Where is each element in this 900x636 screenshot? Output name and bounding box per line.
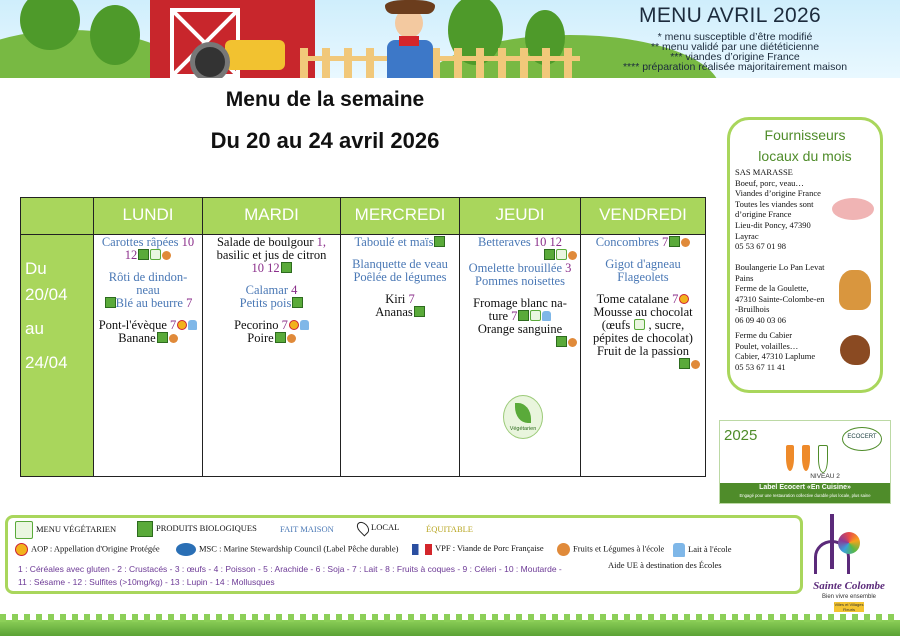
bio-icon xyxy=(138,249,149,260)
vegetarian-icon xyxy=(15,521,33,539)
logo-tagline: Bien vivre ensemble xyxy=(821,594,877,600)
jeudi-dessert: Orange sanguine xyxy=(477,322,563,336)
lundi-fromage-allergens: 7 xyxy=(170,318,177,332)
bio-icon xyxy=(434,236,445,247)
vendredi-entree: Concombres xyxy=(595,235,659,249)
menu-cell-mercredi xyxy=(342,236,458,319)
supplier-line: Boulangerie Lo Pan Levat xyxy=(735,262,825,272)
day-header-mercredi: MERCREDI xyxy=(354,205,446,224)
mardi-entree-allergen: 1, xyxy=(316,235,326,249)
mardi-entree-allergens: 10 12 xyxy=(251,261,280,275)
supplier-line: Lieu-dit Poncy, 47390 xyxy=(735,219,811,230)
bio-icon xyxy=(679,358,690,369)
lundi-entree: Carottes râpées xyxy=(101,235,179,249)
bio-icon xyxy=(157,332,168,343)
lundi-entree-allergens-2: 12 xyxy=(124,248,138,262)
tractor-wheel xyxy=(190,42,230,78)
supplier-line: d’origine France xyxy=(735,209,792,220)
supplier-line: SAS MARASSE xyxy=(735,167,793,177)
bio-icon xyxy=(518,310,529,321)
logo-name: Sainte Colombe xyxy=(813,580,885,592)
ecocert-level: NIVEAU 2 xyxy=(810,473,840,480)
mardi-accompagnement: Petits pois xyxy=(239,296,292,310)
lundi-entree-allergens: 10 xyxy=(181,235,195,249)
supplier-line: 47310 Sainte-Colombe-en xyxy=(735,293,825,304)
legend-vpf xyxy=(412,543,544,555)
week-side-label xyxy=(21,235,94,476)
mardi-plat-allergen: 4 xyxy=(291,283,298,297)
legend-fait-maison: FAIT MAISON xyxy=(280,524,334,534)
supplier-line: 05 53 67 11 41 xyxy=(735,361,786,372)
vendredi-fromage: Tome catalane xyxy=(596,292,669,306)
vegetarian-leaf-icon xyxy=(503,395,543,439)
allergens-line-2: 11 : Sésame - 12 : Sulfites (>10mg/kg) - 13 : Lupin - 14 : Mollusques xyxy=(18,577,275,587)
jeudi-entree-allergens: 10 12 xyxy=(533,235,562,249)
allergens-line-1: 1 : Céréales avec gluten - 2 : Crustacés - 3 : œufs - 4 : Poisson - 5 : Arachide - 6 : Soja - 7 : Lait - 8 : Fruits à coques - 9 : Céleri - 10 : Moutarde - xyxy=(18,564,562,574)
menu-cell-lundi xyxy=(95,236,201,345)
side-du: Du xyxy=(25,259,47,278)
day-header-vendredi: VENDREDI xyxy=(599,205,687,224)
ecocert-year: 2025 xyxy=(724,427,758,444)
mercredi-dessert: Ananas xyxy=(375,305,413,319)
aop-icon xyxy=(679,294,689,304)
vendredi-dessert-cont: pépites de chocolat) xyxy=(593,331,693,345)
supplier-line: 06 09 40 03 06 xyxy=(735,314,786,325)
ecocert-band-title: Label Ecocert «En Cuisine» xyxy=(759,484,851,491)
bio-icon xyxy=(137,521,153,537)
bio-icon xyxy=(556,336,567,347)
milk-school-icon xyxy=(300,320,309,330)
mercredi-fromage-allergen: 7 xyxy=(408,292,415,306)
legend-lait-label: Lait à l'école xyxy=(688,543,732,554)
fruit-school-icon xyxy=(568,338,577,347)
aop-icon xyxy=(289,320,299,330)
legend-local-label: LOCAL xyxy=(371,521,400,532)
legend-fruits xyxy=(556,543,664,556)
fence-illustration xyxy=(300,48,580,78)
carrot-icon xyxy=(802,445,810,471)
bio-icon xyxy=(105,297,116,308)
jeudi-fromage-cont: ture xyxy=(488,309,509,323)
supplier-marasse xyxy=(735,167,821,252)
supplier-line: Layrac xyxy=(735,230,759,241)
bio-icon xyxy=(669,236,680,247)
legend-bio xyxy=(136,521,257,537)
vegetarian-icon xyxy=(556,249,567,260)
menu-month-title: MENU AVRIL 2026 xyxy=(639,4,821,27)
legend-veg-label: MENU VÉGÉTARIEN xyxy=(36,523,117,534)
mardi-dessert: Poire xyxy=(247,331,274,345)
ecocert-band-text: Engagé pour une restauration collective durable plus locale, plus saine xyxy=(739,493,871,498)
fruit-school-icon xyxy=(568,251,577,260)
supplier-boulangerie xyxy=(735,262,824,326)
milk-school-icon xyxy=(188,320,197,330)
header-note-1: * menu susceptible d’être modifié xyxy=(657,31,813,43)
header-note-2: ** menu validé par une diététicienne xyxy=(650,41,820,53)
carrot-outline-icon xyxy=(818,445,828,473)
villes-fleuris-badge: Villes et Villages Fleuris xyxy=(834,602,864,612)
bread-icon xyxy=(839,270,871,310)
map-pin-icon xyxy=(355,520,372,537)
tractor-illustration xyxy=(225,40,285,70)
fruit-school-icon xyxy=(287,334,296,343)
grass-border xyxy=(0,620,900,636)
supplier-line: Viandes d’origine France xyxy=(735,188,821,199)
vegetarian-logo-label: Végétarien xyxy=(509,426,537,432)
mercredi-accompagnement: Poêlée de légumes xyxy=(353,270,447,284)
vegetarian-icon xyxy=(634,319,645,330)
suppliers-title: Fournisseurs locaux du mois xyxy=(758,127,852,164)
vpf-flag-icon xyxy=(412,544,432,555)
ecocert-badge: ECOCERT xyxy=(842,427,882,451)
mardi-entree-cont: basilic et jus de citron xyxy=(216,248,327,262)
fruit-school-icon xyxy=(681,238,690,247)
bio-icon xyxy=(544,249,555,260)
pig-icon xyxy=(832,198,874,220)
fruit-school-icon xyxy=(169,334,178,343)
vendredi-dessert-sucre: , sucre, xyxy=(648,318,685,332)
lundi-fromage: Pont-l'évèque xyxy=(98,318,167,332)
carrot-icon xyxy=(786,445,794,471)
bio-icon xyxy=(414,306,425,317)
mardi-fromage: Pecorino xyxy=(234,318,279,332)
vegetarian-icon xyxy=(150,249,161,260)
milk-school-icon xyxy=(542,311,551,321)
vendredi-plat: Gigot d'agneau xyxy=(605,257,681,271)
lundi-plat: Rôti de dindon- xyxy=(108,270,188,284)
menu-cell-mardi xyxy=(204,236,339,345)
menu-cell-vendredi xyxy=(582,236,704,371)
bio-icon xyxy=(275,332,286,343)
mercredi-plat: Blanquette de veau xyxy=(352,257,448,271)
supplier-line: Cabier, 47310 Laplume xyxy=(735,351,816,362)
legend-aide-ue: Aide UE à destination des Écoles xyxy=(608,560,722,570)
ecocert-label xyxy=(719,420,891,504)
legend-msc-label: MSC : Marine Stewardship Council (Label Pêche durable) xyxy=(199,543,399,554)
week-title: Menu de la semaine xyxy=(225,88,425,111)
supplier-line: Ferme du Cabier xyxy=(735,330,793,340)
vendredi-dessert: Mousse au chocolat xyxy=(593,305,693,319)
supplier-cabier xyxy=(735,330,815,372)
lundi-plat-cont: neau xyxy=(136,283,160,297)
supplier-line: Ferme de la Goulette, xyxy=(735,283,809,294)
legend-vpf-label: VPF : Viande de Porc Française xyxy=(435,543,544,553)
vendredi-entree-allergen: 7 xyxy=(662,235,669,249)
supplier-line: 05 53 67 01 98 xyxy=(735,241,786,252)
legend-bio-label: PRODUITS BIOLOGIQUES xyxy=(156,522,257,533)
legend-lait xyxy=(672,543,732,557)
day-header-mardi: MARDI xyxy=(244,205,299,224)
week-dates: Du 20 au 24 avril 2026 xyxy=(210,128,440,153)
supplier-line: Poulet, volailles… xyxy=(735,340,799,351)
milk-school-icon xyxy=(673,543,685,557)
jeudi-fromage-allergen: 7 xyxy=(511,309,518,323)
fruit-school-icon xyxy=(557,543,570,556)
legend-vegetarian xyxy=(14,521,116,539)
vendredi-accompagnement: Flageolets xyxy=(617,270,669,284)
jeudi-accompagnement: Pommes noisettes xyxy=(475,274,565,288)
vendredi-dessert-oeufs: (œufs xyxy=(601,318,631,332)
day-header-lundi: LUNDI xyxy=(122,205,174,224)
lundi-dessert: Banane xyxy=(118,331,156,345)
legend-equitable: ÉQUITABLE xyxy=(426,524,474,534)
bio-icon xyxy=(292,297,303,308)
header-note-4: **** préparation réalisée majoritairement maison xyxy=(622,61,848,73)
vendredi-fruit: Fruit de la passion xyxy=(596,344,689,358)
menu-cell-jeudi xyxy=(461,236,579,349)
aop-icon xyxy=(177,320,187,330)
mercredi-entree: Taboulé et maïs xyxy=(354,235,434,249)
bio-icon xyxy=(281,262,292,273)
side-start: 20/04 xyxy=(25,285,68,304)
lundi-accompagnement: Blé au beurre xyxy=(115,296,183,310)
mardi-plat: Calamar xyxy=(245,283,288,297)
mercredi-fromage: Kiri xyxy=(385,292,406,306)
side-end: 24/04 xyxy=(25,353,68,372)
jeudi-plat-allergen: 3 xyxy=(565,261,572,275)
legend-local xyxy=(358,521,399,535)
jeudi-entree: Betteraves xyxy=(477,235,531,249)
fruit-school-icon xyxy=(162,251,171,260)
legend-aop-label: AOP : Appellation d'Origine Protégée xyxy=(31,543,160,554)
supplier-line: Boeuf, porc, veau… xyxy=(735,177,804,188)
menu-table xyxy=(20,197,706,477)
legend-aop xyxy=(14,543,160,556)
vegetarian-icon xyxy=(530,310,541,321)
jeudi-plat: Omelette brouillée xyxy=(468,261,562,275)
sainte-colombe-logo xyxy=(808,512,890,616)
legend-panel xyxy=(5,515,803,594)
legend-msc xyxy=(176,543,398,556)
lundi-accompagnement-allergens: 7 xyxy=(186,296,193,310)
legend-fruits-label: Fruits et Légumes à l'école xyxy=(573,543,665,554)
fruit-school-icon xyxy=(691,360,700,369)
supplier-line: -Bruilhois xyxy=(735,304,770,315)
vendredi-fromage-allergen: 7 xyxy=(672,292,679,306)
mardi-entree: Salade de boulgour xyxy=(216,235,314,249)
header-note-3: *** viandes d’origine France xyxy=(670,51,800,63)
aop-icon xyxy=(15,543,28,556)
supplier-line: Pains xyxy=(735,272,754,283)
hen-icon xyxy=(840,335,870,365)
day-header-jeudi: JEUDI xyxy=(495,205,545,224)
supplier-line: Toutes les viandes sont xyxy=(735,198,814,209)
fish-icon xyxy=(176,543,196,556)
local-suppliers-panel xyxy=(727,117,883,393)
jeudi-fromage: Fromage blanc na- xyxy=(473,296,567,310)
mardi-fromage-allergen: 7 xyxy=(281,318,288,332)
farmer-illustration xyxy=(385,0,435,78)
side-au: au xyxy=(25,319,44,338)
